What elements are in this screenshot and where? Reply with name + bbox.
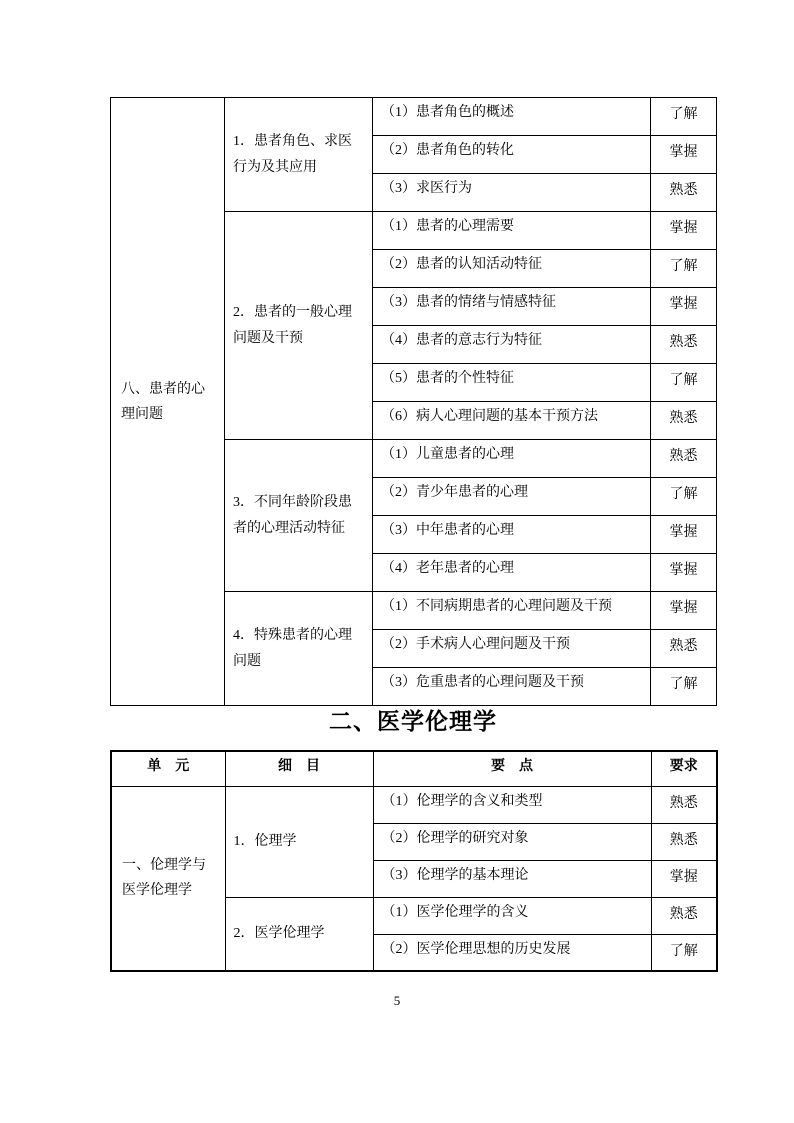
detail-cell: 4．特殊患者的心理问题 xyxy=(225,592,373,706)
requirement-cell: 掌握 xyxy=(651,516,717,554)
point-cell: （1）儿童患者的心理 xyxy=(373,440,651,478)
requirement-cell: 掌握 xyxy=(651,860,717,897)
column-header-detail: 细 目 xyxy=(225,751,373,786)
requirement-cell: 熟悉 xyxy=(651,402,717,440)
point-cell: （6）病人心理问题的基本干预方法 xyxy=(373,402,651,440)
syllabus-table-patients-psychology xyxy=(110,97,717,706)
table-row xyxy=(111,98,717,136)
requirement-cell: 了解 xyxy=(651,668,717,706)
point-cell: （1）患者的心理需要 xyxy=(373,212,651,250)
syllabus-table-medical-ethics xyxy=(110,750,718,972)
detail-cell: 1．患者角色、求医行为及其应用 xyxy=(225,98,373,212)
requirement-cell: 了解 xyxy=(651,364,717,402)
detail-cell: 3．不同年龄阶段患者的心理活动特征 xyxy=(225,440,373,592)
point-cell: （1）患者角色的概述 xyxy=(373,98,651,136)
header-row xyxy=(111,751,717,786)
table-header xyxy=(111,751,717,786)
point-cell: （2）伦理学的研究对象 xyxy=(373,823,651,860)
point-cell: （2）青少年患者的心理 xyxy=(373,478,651,516)
detail-cell: 2．患者的一般心理问题及干预 xyxy=(225,212,373,440)
column-header-points: 要 点 xyxy=(373,751,651,786)
requirement-cell: 掌握 xyxy=(651,592,717,630)
point-cell: （5）患者的个性特征 xyxy=(373,364,651,402)
requirement-cell: 熟悉 xyxy=(651,174,717,212)
unit-cell: 一、伦理学与医学伦理学 xyxy=(111,786,225,971)
requirement-cell: 了解 xyxy=(651,478,717,516)
point-cell: （1）不同病期患者的心理问题及干预 xyxy=(373,592,651,630)
point-cell: （1）医学伦理学的含义 xyxy=(373,897,651,934)
detail-cell: 1．伦理学 xyxy=(225,786,373,897)
table-body xyxy=(111,98,717,706)
requirement-cell: 熟悉 xyxy=(651,630,717,668)
point-cell: （2）手术病人心理问题及干预 xyxy=(373,630,651,668)
point-cell: （3）伦理学的基本理论 xyxy=(373,860,651,897)
requirement-cell: 了解 xyxy=(651,934,717,971)
table-row xyxy=(111,786,717,823)
requirement-cell: 熟悉 xyxy=(651,440,717,478)
point-cell: （1）伦理学的含义和类型 xyxy=(373,786,651,823)
point-cell: （3）求医行为 xyxy=(373,174,651,212)
requirement-cell: 熟悉 xyxy=(651,786,717,823)
point-cell: （3）中年患者的心理 xyxy=(373,516,651,554)
point-cell: （2）患者的认知活动特征 xyxy=(373,250,651,288)
point-cell: （4）老年患者的心理 xyxy=(373,554,651,592)
point-cell: （3）患者的情绪与情感特征 xyxy=(373,288,651,326)
requirement-cell: 掌握 xyxy=(651,288,717,326)
point-cell: （3）危重患者的心理问题及干预 xyxy=(373,668,651,706)
requirement-cell: 了解 xyxy=(651,98,717,136)
page-number: 5 xyxy=(393,993,401,1008)
column-header-unit: 单 元 xyxy=(111,751,225,786)
requirement-cell: 熟悉 xyxy=(651,326,717,364)
requirement-cell: 掌握 xyxy=(651,554,717,592)
point-cell: （4）患者的意志行为特征 xyxy=(373,326,651,364)
requirement-cell: 掌握 xyxy=(651,212,717,250)
requirement-cell: 了解 xyxy=(651,250,717,288)
detail-cell: 2．医学伦理学 xyxy=(225,897,373,971)
column-header-requirement: 要求 xyxy=(651,751,717,786)
point-cell: （2）医学伦理思想的历史发展 xyxy=(373,934,651,971)
requirement-cell: 掌握 xyxy=(651,136,717,174)
requirement-cell: 熟悉 xyxy=(651,823,717,860)
unit-cell: 八、患者的心理问题 xyxy=(111,98,225,706)
section-title: 二、医学伦理学 xyxy=(329,709,497,734)
table-body xyxy=(111,786,717,971)
point-cell: （2）患者角色的转化 xyxy=(373,136,651,174)
requirement-cell: 熟悉 xyxy=(651,897,717,934)
